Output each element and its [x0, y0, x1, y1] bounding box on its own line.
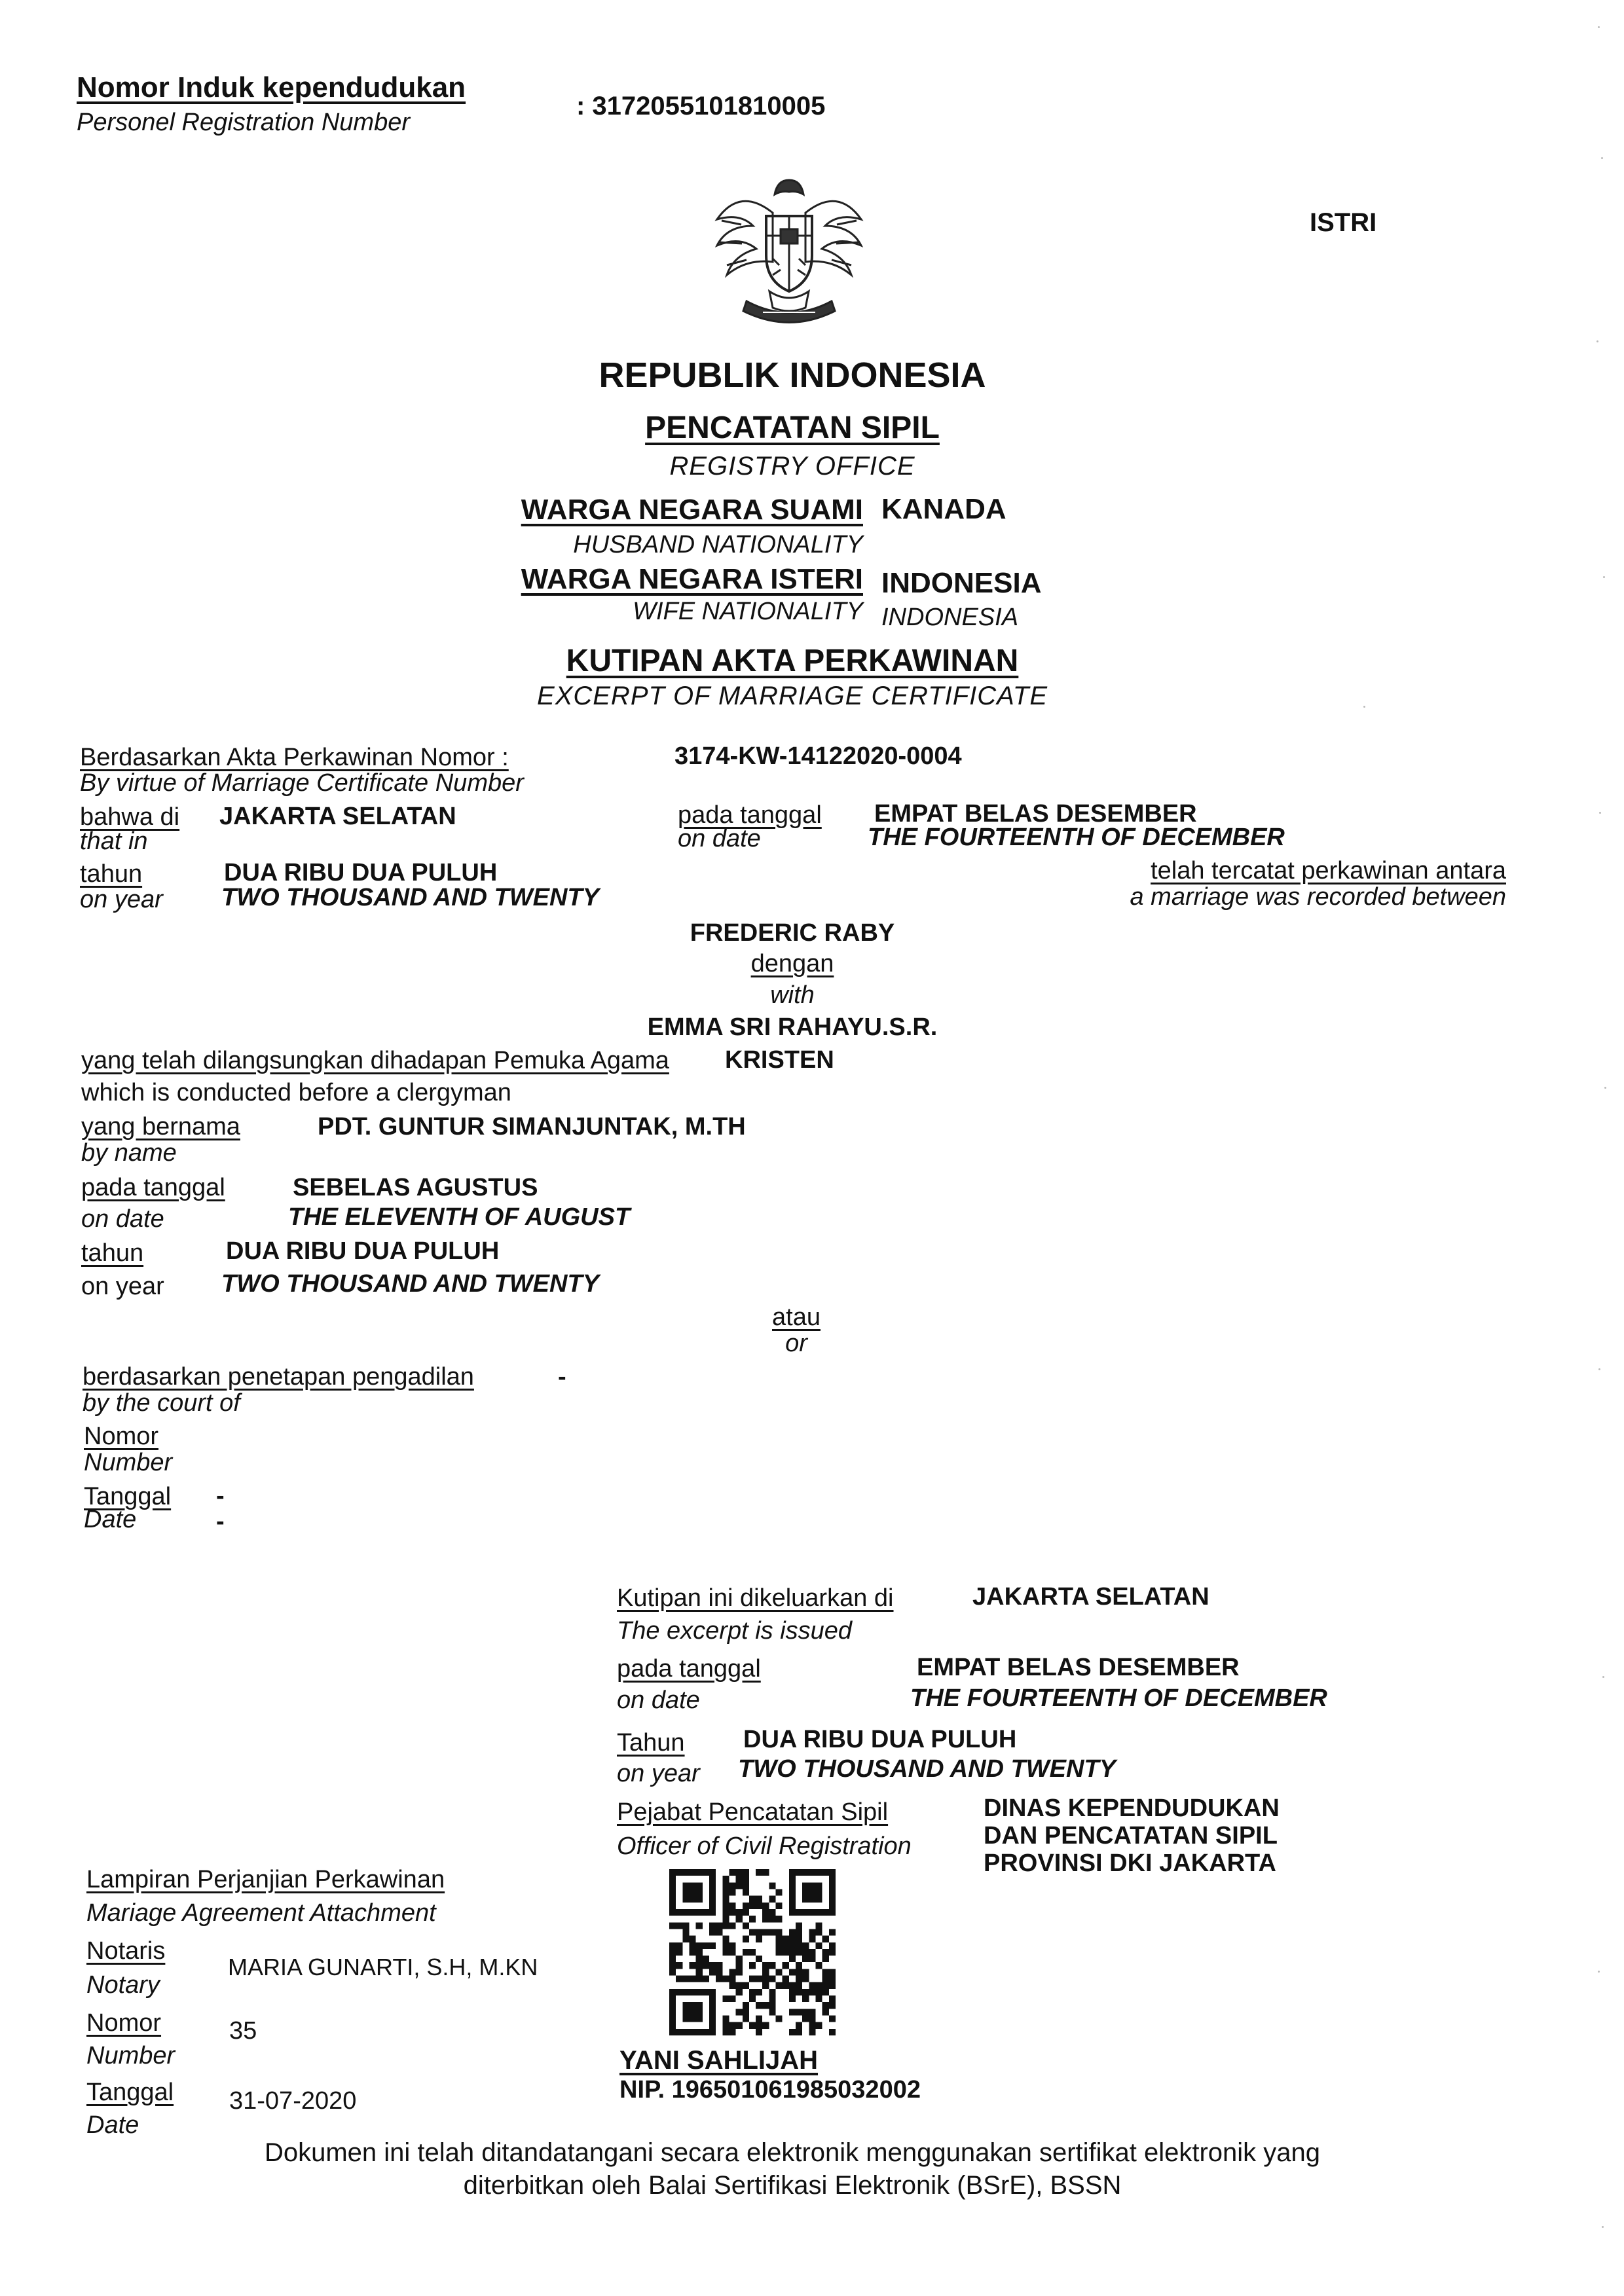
record-year-label-en: on year [80, 886, 163, 913]
place-label: bahwa di [80, 803, 180, 831]
attachment-date-label-en: Date [86, 2111, 139, 2139]
attachment-title: Lampiran Perjanjian Perkawinan [86, 1866, 445, 1893]
document-title-en: EXCERPT OF MARRIAGE CERTIFICATE [537, 682, 1048, 710]
nik-label-en: Personel Registration Number [77, 109, 411, 136]
record-date-value: EMPAT BELAS DESEMBER [874, 800, 1197, 828]
office-title-en: REGISTRY OFFICE [669, 452, 915, 481]
court-date-label-en: Date [84, 1506, 137, 1533]
nik-label: Nomor Induk kependudukan [77, 71, 466, 103]
attachment-title-en: Mariage Agreement Attachment [86, 1899, 436, 1927]
issue-date-label: pada tanggal [617, 1655, 761, 1683]
cert-number-label-en: By virtue of Marriage Certificate Number [80, 769, 524, 797]
issue-date-value-en: THE FOURTEENTH OF DECEMBER [910, 1685, 1327, 1712]
wife-nationality-value: INDONESIA [881, 567, 1042, 599]
with-label-en: with [770, 981, 815, 1009]
record-year-value: DUA RIBU DUA PULUH [224, 859, 498, 886]
religion-value: KRISTEN [725, 1046, 834, 1074]
attachment-date-label: Tanggal [86, 2079, 174, 2106]
court-date-value-1: - [216, 1482, 225, 1510]
attachment-date-value: 31-07-2020 [229, 2087, 357, 2115]
place-value: JAKARTA SELATAN [219, 803, 456, 830]
husband-nationality-label-en: HUSBAND NATIONALITY [573, 531, 863, 558]
religion-label-en: which is conducted before a clergyman [81, 1079, 511, 1106]
copy-type-label: ISTRI [1310, 208, 1377, 237]
ceremony-year-value-en: TWO THOUSAND AND TWENTY [221, 1270, 599, 1298]
husband-nationality-value: KANADA [881, 493, 1006, 525]
e-signature-note-line-1: Dokumen ini telah ditandatangani secara elektronik menggunakan sertifikat elektronik yang [264, 2138, 1321, 2167]
issue-date-value: EMPAT BELAS DESEMBER [917, 1654, 1240, 1681]
court-date-label: Tanggal [84, 1483, 172, 1510]
husband-nationality-label: WARGA NEGARA SUAMI [521, 494, 863, 526]
wife-nationality-value-en: INDONESIA [881, 604, 1019, 631]
place-label-en: that in [80, 828, 148, 855]
notary-value: MARIA GUNARTI, S.H, M.KN [228, 1954, 538, 1980]
garuda-emblem-icon [707, 167, 871, 331]
court-number-label-en: Number [84, 1449, 173, 1476]
qr-code-icon [669, 1869, 836, 2035]
ceremony-year-value: DUA RIBU DUA PULUH [226, 1237, 500, 1265]
attachment-number-label-en: Number [86, 2042, 175, 2069]
ceremony-date-label: pada tanggal [81, 1174, 225, 1201]
issue-year-label-en: on year [617, 1760, 700, 1787]
or-label: atau [772, 1303, 821, 1331]
issue-place-label: Kutipan ini dikeluarkan di [617, 1584, 894, 1612]
record-date-label-en: on date [678, 825, 761, 852]
court-date-value-2: - [216, 1508, 225, 1535]
issue-place-value: JAKARTA SELATAN [972, 1583, 1209, 1611]
wife-nationality-label: WARGA NEGARA ISTERI [521, 563, 863, 595]
record-date-value-en: THE FOURTEENTH OF DECEMBER [868, 824, 1285, 851]
ceremony-date-value-en: THE ELEVENTH OF AUGUST [288, 1203, 631, 1231]
ceremony-year-label-en: on year [81, 1273, 164, 1300]
officer-dept-line-1: DINAS KEPENDUDUKAN [984, 1795, 1280, 1822]
wife-name: EMMA SRI RAHAYU.S.R. [647, 1013, 938, 1041]
recorded-between-label-en: a marriage was recorded between [1130, 883, 1506, 911]
document-title: KUTIPAN AKTA PERKAWINAN [566, 644, 1019, 678]
cert-number-value: 3174-KW-14122020-0004 [674, 742, 962, 770]
notary-label-en: Notary [86, 1971, 160, 1999]
cert-number-label: Berdasarkan Akta Perkawinan Nomor : [80, 744, 509, 771]
nik-value: : 3172055101810005 [576, 92, 826, 120]
clergy-name-label: yang bernama [81, 1113, 240, 1140]
ceremony-date-value: SEBELAS AGUSTUS [293, 1174, 538, 1201]
ceremony-year-label: tahun [81, 1239, 144, 1267]
e-signature-note-line-2: diterbitkan oleh Balai Sertifikasi Elektronik (BSrE), BSSN [463, 2171, 1122, 2200]
clergy-name-value: PDT. GUNTUR SIMANJUNTAK, M.TH [318, 1113, 746, 1140]
record-year-value-en: TWO THOUSAND AND TWENTY [221, 884, 599, 911]
republic-title: REPUBLIK INDONESIA [599, 355, 986, 395]
office-title: PENCATATAN SIPIL [645, 410, 940, 445]
attachment-number-label: Nomor [86, 2009, 162, 2037]
officer-label-en: Officer of Civil Registration [617, 1832, 912, 1860]
wife-nationality-label-en: WIFE NATIONALITY [633, 598, 863, 625]
with-label: dengan [750, 950, 834, 977]
religion-label: yang telah dilangsungkan dihadapan Pemuka Agama [81, 1047, 669, 1074]
record-year-label: tahun [80, 860, 143, 888]
officer-dept-line-3: PROVINSI DKI JAKARTA [984, 1850, 1276, 1877]
ceremony-date-label-en: on date [81, 1205, 164, 1233]
issue-date-label-en: on date [617, 1686, 700, 1714]
officer-label: Pejabat Pencatatan Sipil [617, 1798, 889, 1826]
notary-label: Notaris [86, 1937, 166, 1965]
or-label-en: or [785, 1330, 807, 1357]
court-label: berdasarkan penetapan pengadilan [83, 1363, 474, 1391]
court-value: - [558, 1363, 566, 1391]
issue-year-label: Tahun [617, 1729, 685, 1757]
court-number-label: Nomor [84, 1423, 159, 1450]
clergy-name-label-en: by name [81, 1139, 177, 1167]
signer-nip: NIP. 196501061985032002 [619, 2076, 921, 2104]
issue-year-value-en: TWO THOUSAND AND TWENTY [738, 1755, 1116, 1783]
issue-year-value: DUA RIBU DUA PULUH [743, 1726, 1017, 1753]
court-label-en: by the court of [83, 1389, 240, 1417]
record-date-label: pada tanggal [678, 801, 822, 829]
issue-place-label-en: The excerpt is issued [617, 1617, 853, 1645]
officer-dept-line-2: DAN PENCATATAN SIPIL [984, 1822, 1278, 1850]
husband-name: FREDERIC RABY [690, 919, 895, 947]
signer-name: YANI SAHLIJAH [619, 2046, 819, 2075]
attachment-number-value: 35 [229, 2017, 257, 2045]
recorded-between-label: telah tercatat perkawinan antara [1151, 857, 1506, 884]
